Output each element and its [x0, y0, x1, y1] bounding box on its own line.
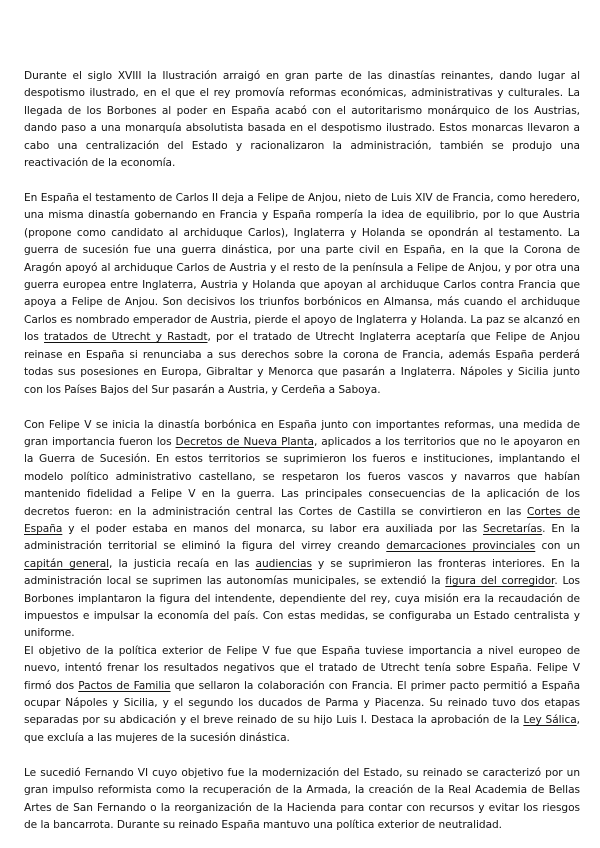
link-audiencias[interactable]: audiencias — [255, 557, 312, 570]
document-page — [24, 68, 580, 834]
paragraph-felipe-v-reforms — [24, 417, 580, 643]
paragraph-succession-war — [24, 190, 580, 399]
paragraph-text: y se suprimieron las fronteras interiores. En la administración local se suprimen las autonomías municipales, se extendió la — [24, 557, 580, 588]
paragraph-text: , aplicados a los territorios que no le apoyaron en la Guerra de Sucesión. En estos territorios se suprimieron los fueros e instituciones, implantando el modelo político administrativo castellano, se respetaron los fueros vascos y navarros que habían mantenido fidelidad a Felipe V en la guerra. Las principales consecuencias de la aplicación de los decretos fueron: en la administración central las Cortes de Castilla se convirtieron en las — [24, 435, 580, 518]
link-ley-salica[interactable]: Ley Sálica — [523, 714, 577, 727]
paragraph-enlightenment: Durante el siglo XVIII la Ilustración arraigó en gran parte de las dinastías reinantes, dando lugar al despotismo ilustrado, en el que el rey promovía reformas económicas, administrativas y culturales. La llegada de los Borbones al poder en España acabó con el autoritarismo monárquico de los Austrias, dando paso a una monarquía absolutista basada en el despotismo ilustrado. Estos monarcas llevaron a cabo una centralización del Estado y racionalizaron la administración, también se produjo una reactivación de la economía. — [24, 70, 580, 170]
paragraph-foreign-policy — [24, 643, 580, 747]
paragraph-text: , la justicia recaía en las — [109, 557, 256, 570]
paragraph-text: Con Felipe V se inicia la dinastía borbónica en España junto con importantes reformas, una medida de gran importancia fueron los — [24, 418, 580, 448]
link-demarcaciones-provinciales[interactable]: demarcaciones provinciales — [386, 540, 536, 553]
link-tratados-utrecht-rastadt[interactable]: tratados de Utrecht y Rastadt — [44, 331, 208, 344]
paragraph-text: . Los Borbones implantaron la figura del intendente, dependiente del rey, cuya misión era la recaudación de impuestos e impulsar la economía del país. Con estas medidas, se configuraba un Estado centralista y uniforme. — [24, 575, 581, 640]
link-figura-corregidor[interactable]: figura del corregidor — [445, 575, 555, 588]
paragraph-text: y el poder estaba en manos del monarca, su labor era auxiliada por las — [62, 522, 483, 535]
paragraph-text: que sellaron la colaboración con Francia. El primer pacto permitió a España ocupar Nápoles y Sicilia, y el segundo los ducados de Parma y Piacenza. Su reinado tuvo dos etapas separadas por su abdicación y el breve reinado de su hijo Luis I. Destaca la aprobación de la — [24, 679, 581, 727]
paragraph-text: , por el tratado de Utrecht Inglaterra aceptaría que Felipe de Anjou reinase en España si renunciaba a sus derechos sobre la corona de Francia, además España perderá todas sus posesiones en Europa, Gibraltar y Menorca que pasarán a Inglaterra. Nápoles y Sicilia junto con los Países Bajos del Sur pasarán a Austria, y Cerdeña a Saboya. — [24, 331, 580, 396]
link-pactos-familia[interactable]: Pactos de Familia — [78, 679, 171, 692]
paragraph-text: con un — [535, 540, 581, 553]
link-cortes-espana[interactable]: Cortes de España — [24, 505, 580, 535]
link-decretos-nueva-planta[interactable]: Decretos de Nueva Planta — [175, 435, 314, 448]
paragraph-fernando-vi: Le sucedió Fernando VI cuyo objetivo fue la modernización del Estado, su reinado se caracterizó por un gran impulso reformista como la recuperación de la Armada, la creación de la Real Academia de Bellas Artes de San Fernando o la reorganización de la Hacienda para contar con recursos y evitar los riesgos de la bancarrota. Durante su reinado España mantuvo una política exterior de neutralidad. — [24, 766, 580, 832]
paragraph-text: . En la administración territorial se eliminó la figura del virrey creando — [24, 522, 580, 553]
link-secretarias[interactable]: Secretarías — [483, 522, 543, 535]
paragraph-text: , que excluía a las mujeres de la sucesión dinástica. — [24, 714, 580, 744]
paragraph-text: El objetivo de la política exterior de Felipe V fue que España tuviese importancia a nivel europeo de nuevo, intentó frenar los resultados negativos que el tratado de Utrecht tenía sobre España. Felipe V firmó dos — [24, 644, 580, 692]
link-capitan-general[interactable]: capitán general — [24, 557, 110, 570]
paragraph-text: En España el testamento de Carlos II deja a Felipe de Anjou, nieto de Luis XIV de Francia, como heredero, una misma dinastía gobernando en Francia y España rompería la idea de equilibrio, por lo que Austria (propone como candidato al archiduque Carlos), Inglaterra y Holanda se opondrán al testamento. La guerra de sucesión fue una guerra dinástica, por una parte civil en España, en la que la Corona de Aragón apoyó al archiduque Carlos de Austria y el resto de la península a Felipe de Anjou, y por otra una guerra europea entre Inglaterra, Austria y Holanda que apoyan al archiduque Carlos contra Francia que apoya a Felipe de Anjou. Son decisivos los triunfos borbónicos en Almansa, más cuando el archiduque Carlos es nombrado emperador de Austria, pierde el apoyo de Inglaterra y Holanda. La paz se alcanzó en los — [24, 192, 580, 344]
